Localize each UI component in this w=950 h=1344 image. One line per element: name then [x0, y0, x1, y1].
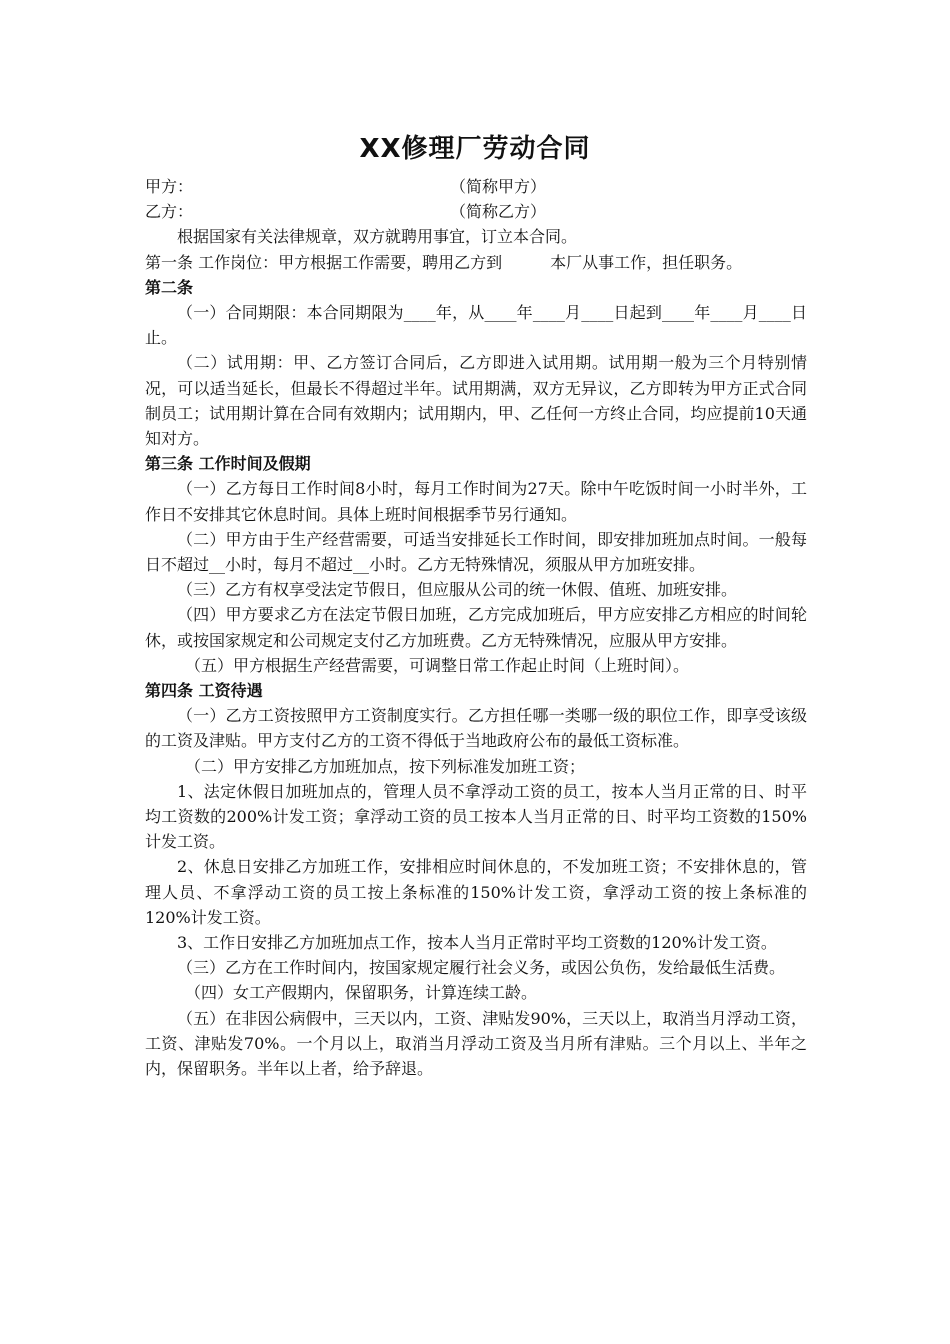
article-4-paragraph-3: 1、法定休假日加班加点的，管理人员不拿浮动工资的员工，按本人当月正常的日、时平均工资数的200%计发工资；拿浮动工资的员工按本人当月正常的日、时平均工资数的150%计发工资。	[145, 781, 807, 852]
party-b-label: 乙方：	[145, 202, 194, 222]
article-3-paragraph-5: （五）甲方根据生产经营需要，可调整日常工作起止时间（上班时间）。	[185, 655, 690, 675]
article-1	[145, 250, 807, 275]
article-2-paragraph-2: （二）试用期：甲、乙方签订合同后，乙方即进入试用期。试用期一般为三个月特别情况，可以适当延长，但最长不得超过半年。试用期满，双方无异议，乙方即转为甲方正式合同制员工；试用期计算在合同有效期内；试用期内，甲、乙任何一方终止合同，均应提前10天通知对方。	[145, 353, 807, 448]
article-4-paragraph-4: 2、休息日安排乙方加班工作，安排相应时间休息的，不发加班工资；不安排休息的，管理人员、不拿浮动工资的员工按上条标准的150%计发工资，拿浮动工资的按上条标准的120%计发工资。	[145, 857, 807, 927]
document-body	[145, 174, 807, 1081]
article-4-paragraph-2: （二）甲方安排乙方加班加点，按下列标准发加班工资；	[185, 756, 586, 776]
article-4-paragraph-8: （五）在非因公病假中，三天以内，工资、津贴发90%，三天以上，取消当月浮动工资，工资、津贴发70%。一个月以上，取消当月浮动工资及当月所有津贴。三个月以上、半年之内，保留职务。半年以上者，给予辞退。	[145, 1008, 807, 1079]
article-3-paragraph-3: （三）乙方有权享受法定节假日，但应服从公司的统一休假、值班、加班安排。	[177, 580, 738, 600]
party-b-note: （简称乙方）	[450, 202, 547, 222]
party-a-line	[145, 174, 807, 199]
party-b-line	[145, 199, 807, 224]
article-2-paragraph-1: （一）合同期限：本合同期限为____年，从____年____月____日起到____年____月____日止。	[145, 302, 807, 348]
article-1-end: 本厂从事工作，担任职务。	[550, 252, 743, 272]
article-4-heading: 第四条 工资待遇	[145, 681, 263, 701]
article-3-paragraph-1: （一）乙方每日工作时间8小时，每月工作时间为27天。除中午吃饭时间一小时半外，工作日不安排其它休息时间。具体上班时间根据季节另行通知。	[145, 479, 807, 524]
intro-paragraph: 根据国家有关法律规章，双方就聘用事宜，订立本合同。	[177, 227, 578, 247]
article-3-heading: 第三条 工作时间及假期	[145, 454, 311, 474]
article-3-paragraph-2: （二）甲方由于生产经营需要，可适当安排延长工作时间，即安排加班加点时间。一般每日不超过__小时，每月不超过__小时。乙方无特殊情况，须服从甲方加班安排。	[145, 529, 807, 575]
article-4-paragraph-7: （四）女工产假期内，保留职务，计算连续工龄。	[185, 983, 538, 1003]
document-title: XX修理厂劳动合同	[359, 134, 591, 164]
article-3-paragraph-4: （四）甲方要求乙方在法定节假日加班，乙方完成加班后，甲方应安排乙方相应的时间轮休，或按国家规定和公司规定支付乙方加班费。乙方无特殊情况，应服从甲方安排。	[145, 605, 807, 650]
article-4-paragraph-1: （一）乙方工资按照甲方工资制度实行。乙方担任哪一类哪一级的职位工作，即享受该级的工资及津贴。甲方支付乙方的工资不得低于当地政府公布的最低工资标准。	[145, 706, 807, 751]
article-2-heading: 第二条	[145, 277, 194, 297]
party-a-note: （简称甲方）	[450, 177, 547, 196]
article-4-paragraph-5: 3、工作日安排乙方加班加点工作，按本人当月正常时平均工资数的120%计发工资。	[177, 933, 777, 953]
article-4-paragraph-6: （三）乙方在工作时间内，按国家规定履行社会义务，或因公负伤，发给最低生活费。	[177, 958, 786, 978]
party-a-label: 甲方：	[145, 177, 194, 196]
article-1-start: 第一条 工作岗位：甲方根据工作需要，聘用乙方到	[145, 252, 503, 272]
